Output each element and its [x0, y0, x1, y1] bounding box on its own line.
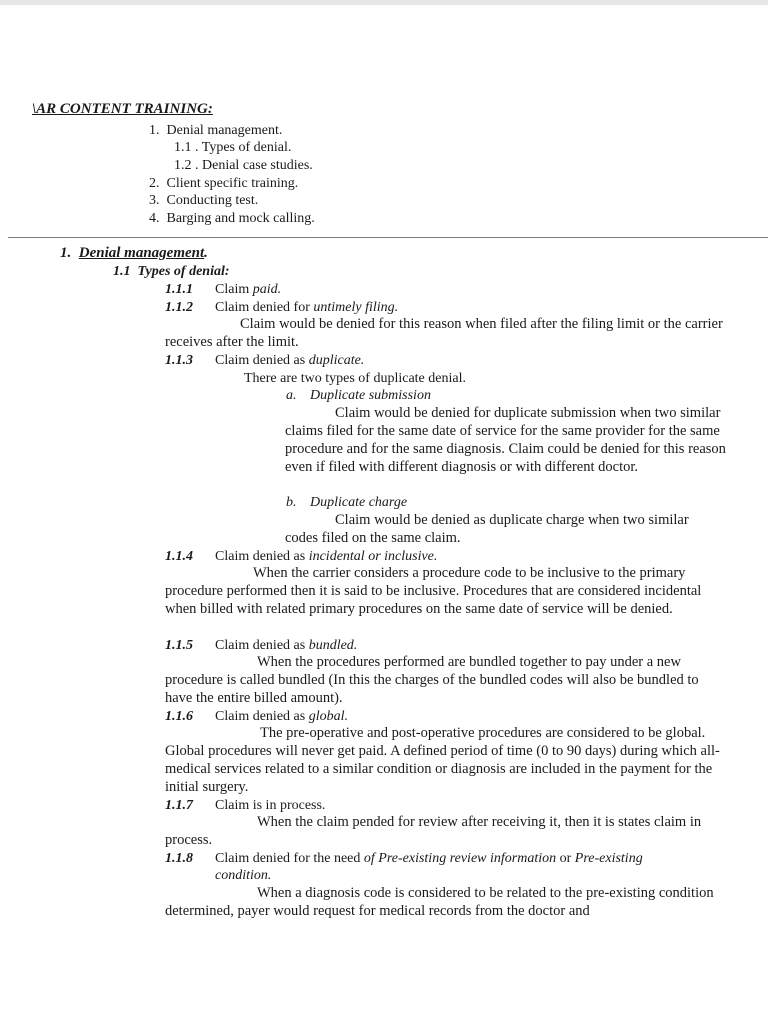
duplicate-charge-heading: b. Duplicate charge [286, 495, 408, 510]
duplicate-intro: There are two types of duplicate denial. [244, 371, 466, 386]
item-1-1-7: 1.1.7 Claim is in process. [165, 798, 326, 813]
item-1-1-8: 1.1.8 Claim denied for the need of Pre-existing review information or Pre-existing [165, 851, 643, 866]
duplicate-submission-body: Claim would be denied for duplicate submission when two similar claims filed for the same date of service for the same provider for the same procedure and for the same diagnosis. Claim could be denied for this reason even if filed with different diagnosis or with different doctor. [285, 405, 726, 475]
outline-item-1-2: 1.2 . Denial case studies. [174, 158, 313, 173]
item-1-1-6-body: The pre-operative and post-operative procedures are considered to be global. Global procedures will never get paid. A defined period of time (0 to 90 days) during which all-medical services related to a similar condition or diagnosis are included in the payment for the initial surgery. [165, 725, 720, 795]
item-1-1-2: 1.1.2 Claim denied for untimely filing. [165, 300, 399, 315]
item-1-1-8-continued: condition. [215, 868, 272, 883]
outline-item-1: 1. Denial management. [149, 123, 283, 138]
item-1-1-5: 1.1.5 Claim denied as bundled. [165, 638, 358, 653]
duplicate-submission-heading: a. Duplicate submission [286, 388, 431, 403]
subsection-heading: 1.1 Types of denial: [113, 264, 230, 279]
outline-item-4: 4. Barging and mock calling. [149, 211, 315, 226]
document-title: \AR CONTENT TRAINING: [32, 101, 213, 117]
item-1-1-2-body: Claim would be denied for this reason when filed after the filing limit or the carrier receives after the limit. [165, 316, 723, 350]
item-1-1-4: 1.1.4 Claim denied as incidental or inclusive. [165, 549, 438, 564]
item-1-1-6: 1.1.6 Claim denied as global. [165, 709, 348, 724]
horizontal-rule [8, 237, 768, 238]
item-1-1-8-body: When a diagnosis code is considered to be related to the pre-existing condition determined, payer would request for medical records from the doctor and [165, 885, 714, 919]
item-1-1-5-body: When the procedures performed are bundled together to pay under a new procedure is called bundled (In this the charges of the bundled codes will also be bundled to have the entire billed amount). [165, 654, 699, 706]
duplicate-charge-body: Claim would be denied as duplicate charge when two similar codes filed on the same claim. [285, 512, 689, 546]
item-1-1-1: 1.1.1 Claim paid. [165, 282, 282, 297]
item-1-1-7-body: When the claim pended for review after receiving it, then it is states claim in process. [165, 814, 702, 848]
outline-item-1-1: 1.1 . Types of denial. [174, 140, 292, 155]
top-edge [0, 0, 768, 5]
outline-item-3: 3. Conducting test. [149, 193, 259, 208]
item-1-1-3: 1.1.3 Claim denied as duplicate. [165, 353, 365, 368]
outline-item-2: 2. Client specific training. [149, 176, 299, 191]
item-1-1-4-body: When the carrier considers a procedure code to be inclusive to the primary procedure performed then it is said to be inclusive. Procedures that are considered incidental when billed with related primary procedures on the same date of service will be denied. [165, 565, 702, 617]
section-heading: 1. Denial management. [60, 245, 208, 261]
